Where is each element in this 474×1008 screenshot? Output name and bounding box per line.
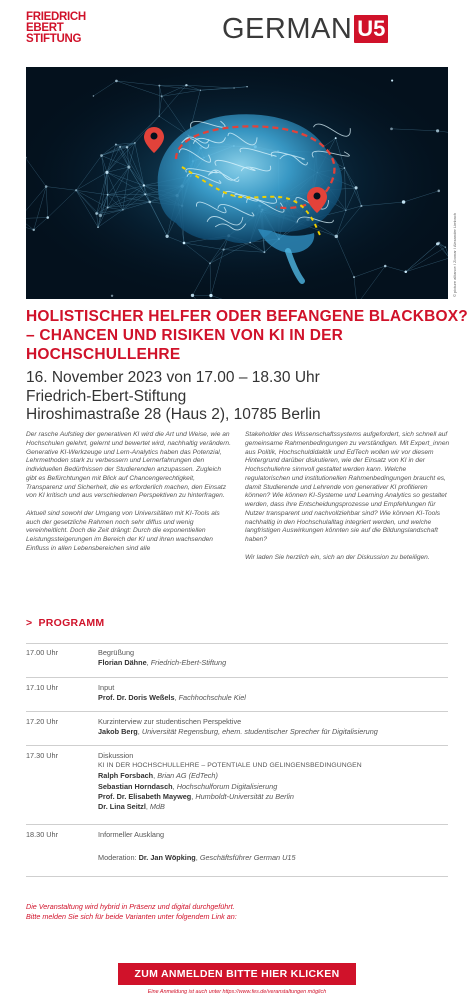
panelist-institution: Hochschulforum Digitalisierung bbox=[176, 781, 278, 791]
page-title bbox=[26, 307, 466, 364]
divider bbox=[26, 643, 448, 644]
divider bbox=[26, 745, 448, 746]
moderation-prefix: Moderation: bbox=[98, 853, 137, 862]
program-time: 17.20 Uhr bbox=[26, 717, 59, 726]
speaker-institution: Fachhochschule Kiel bbox=[178, 693, 246, 703]
panelist-institution: Humboldt-Universität zu Berlin bbox=[195, 791, 294, 801]
divider bbox=[26, 824, 448, 825]
programm-heading-label: PROGRAMM bbox=[38, 617, 105, 629]
divider bbox=[26, 677, 448, 678]
hero-image bbox=[26, 67, 448, 299]
note-line: Die Veranstaltung wird hybrid in Präsenz und digital durchgeführt. bbox=[26, 902, 235, 911]
brain-network-illustration bbox=[26, 67, 448, 299]
register-button[interactable]: ZUM ANMELDEN BITTE HIER KLICKEN bbox=[118, 963, 356, 985]
programm-heading bbox=[26, 617, 104, 629]
panelist-institution: Brian AG (EdTech) bbox=[157, 771, 218, 781]
alternative-registration-link[interactable]: Eine Anmeldung ist auch unter https://www.fes.de/veranstaltungen möglich bbox=[147, 989, 327, 995]
event-date: 16. November 2023 von 17.00 – 18.30 Uhr bbox=[26, 369, 320, 386]
program-time: 18.30 Uhr bbox=[26, 830, 59, 839]
chevron-right-icon: > bbox=[26, 617, 33, 629]
intro-paragraph: Wir laden Sie herzlich ein, sich an der Diskussion zu beteiligen. bbox=[245, 553, 430, 561]
fes-logo-line-1: FRIEDRICH bbox=[26, 11, 86, 23]
photo-credit: © picture alliance / Zoonar / Alexander Limbach bbox=[452, 212, 457, 297]
moderator-institution: Geschäftsführer German U15 bbox=[199, 853, 296, 862]
event-address: Hiroshimastraße 28 (Haus 2), 10785 Berlin bbox=[26, 406, 321, 423]
panelist-name: Ralph Forsbach bbox=[98, 771, 154, 781]
program-label: Diskussion bbox=[98, 751, 134, 760]
speaker-name: Prof. Dr. Doris Weßels bbox=[98, 693, 175, 703]
moderator-name: Dr. Jan Wöpking bbox=[138, 853, 196, 862]
speaker-institution: Friedrich-Ebert-Stiftung bbox=[150, 658, 227, 668]
german-u15-word: GERMAN bbox=[222, 13, 353, 45]
program-label: Kurzinterview zur studentischen Perspektive bbox=[98, 717, 242, 726]
speaker-name: Florian Dähne bbox=[98, 658, 147, 668]
divider bbox=[26, 711, 448, 712]
event-venue: Friedrich-Ebert-Stiftung bbox=[26, 387, 187, 405]
title-line-2: – CHANCEN UND RISIKEN VON KI IN DER bbox=[26, 327, 344, 344]
german-u15-logo bbox=[222, 14, 388, 44]
program-label: Begrüßung bbox=[98, 648, 135, 657]
speaker-name: Jakob Berg bbox=[98, 727, 138, 737]
program-time: 17.30 Uhr bbox=[26, 751, 59, 760]
panelist-name: Sebastian Horndasch bbox=[98, 781, 173, 791]
speaker-institution: Universität Regensburg, ehem. studentischer Sprecher für Digitalisierung bbox=[141, 727, 378, 737]
divider bbox=[26, 876, 448, 877]
german-u15-badge: U5 bbox=[354, 15, 388, 43]
intro-column-left bbox=[26, 431, 232, 562]
fes-logo-line-2: EBERT bbox=[26, 22, 64, 34]
panelist-name: Dr. Lina Seitzl bbox=[98, 802, 146, 812]
hybrid-note bbox=[26, 902, 446, 922]
program-label: Informeller Ausklang bbox=[98, 830, 165, 839]
program-time: 17.00 Uhr bbox=[26, 648, 59, 657]
program-label: Input bbox=[98, 683, 115, 692]
title-line-1: HOLISTISCHER HELFER ODER BEFANGENE BLACKBOX? bbox=[26, 308, 468, 325]
note-line: Bitte melden Sie sich für beide Varianten unter folgendem Link an: bbox=[26, 912, 237, 921]
event-details bbox=[26, 369, 466, 425]
intro-paragraph: Stakeholder des Wissenschaftssystems aufgefordert, sich schnell auf gemeinsame Rahmenbedingungen zu verständigen. Mit Expert_innen aus Politik, Hochschuldidaktik und EdTech wollen wir vor diesem Hintergrund darüber diskutieren, wie der Einsatz von KI in der Hochschullehre sinnvoll gestaltet werden kann. Welche regulatorischen und institutionellen Rahmenbedingungen braucht es, damit Studierende und Lehrende von generativer KI profitieren können? Wie können KI-Systeme und Learning Analytics so gestaltet werden, dass ihre Entscheidungsprozesse und Empfehlungen für Nutzer transparent und nachvollziehbar sind? Wie können KI-Tools nachhaltig in den Hochschulalltag integriert werden, und welche langfristigen Auswirkungen könnten sie auf die Bildungslandschaft haben? bbox=[245, 431, 450, 543]
fes-logo bbox=[26, 12, 116, 45]
intro-column-right bbox=[245, 431, 451, 571]
intro-paragraph: Der rasche Aufstieg der generativen KI wird die Art und Weise, wie an Hochschulen gelehrt, gelernt und bewertet wird, nachhaltig verändern. Generative KI-Werkzeuge und Lern-Analytics haben das Potenzial, Lehrmethoden stark zu verbessern und Lernerfahrungen den individuellen Bedürfnissen der Studierenden anzupassen. Zugleich gibt es Befürchtungen mit Blick auf Chancengerechtigkeit, Transparenz und Sicherheit, die es erforderlich machen, den Einsatz von KI kritisch und aus verschiedenen Perspektiven zu hinterfragen. bbox=[26, 431, 231, 500]
discussion-topic: KI IN DER HOCHSCHULLEHRE – POTENTIALE UND GELINGENSBEDINGUNGEN bbox=[98, 762, 362, 770]
intro-paragraph: Aktuell sind sowohl der Umgang von Universitäten mit KI-Tools als auch der gesetzliche Rahmen noch sehr diffus und wenig vereinheitlicht. Doch die Zeit drängt: Durch die exponentiellen Leistungssteigerungen im Bereich der KI und ihren wachsenden Einfluss in allen Lebensbereichen sind alle bbox=[26, 509, 220, 552]
title-line-3: HOCHSCHULLEHRE bbox=[26, 346, 181, 363]
panelist-institution: MdB bbox=[149, 802, 165, 812]
panelist-name: Prof. Dr. Elisabeth Mayweg bbox=[98, 791, 192, 801]
program-time: 17.10 Uhr bbox=[26, 683, 59, 692]
fes-logo-line-3: STIFTUNG bbox=[26, 33, 82, 45]
